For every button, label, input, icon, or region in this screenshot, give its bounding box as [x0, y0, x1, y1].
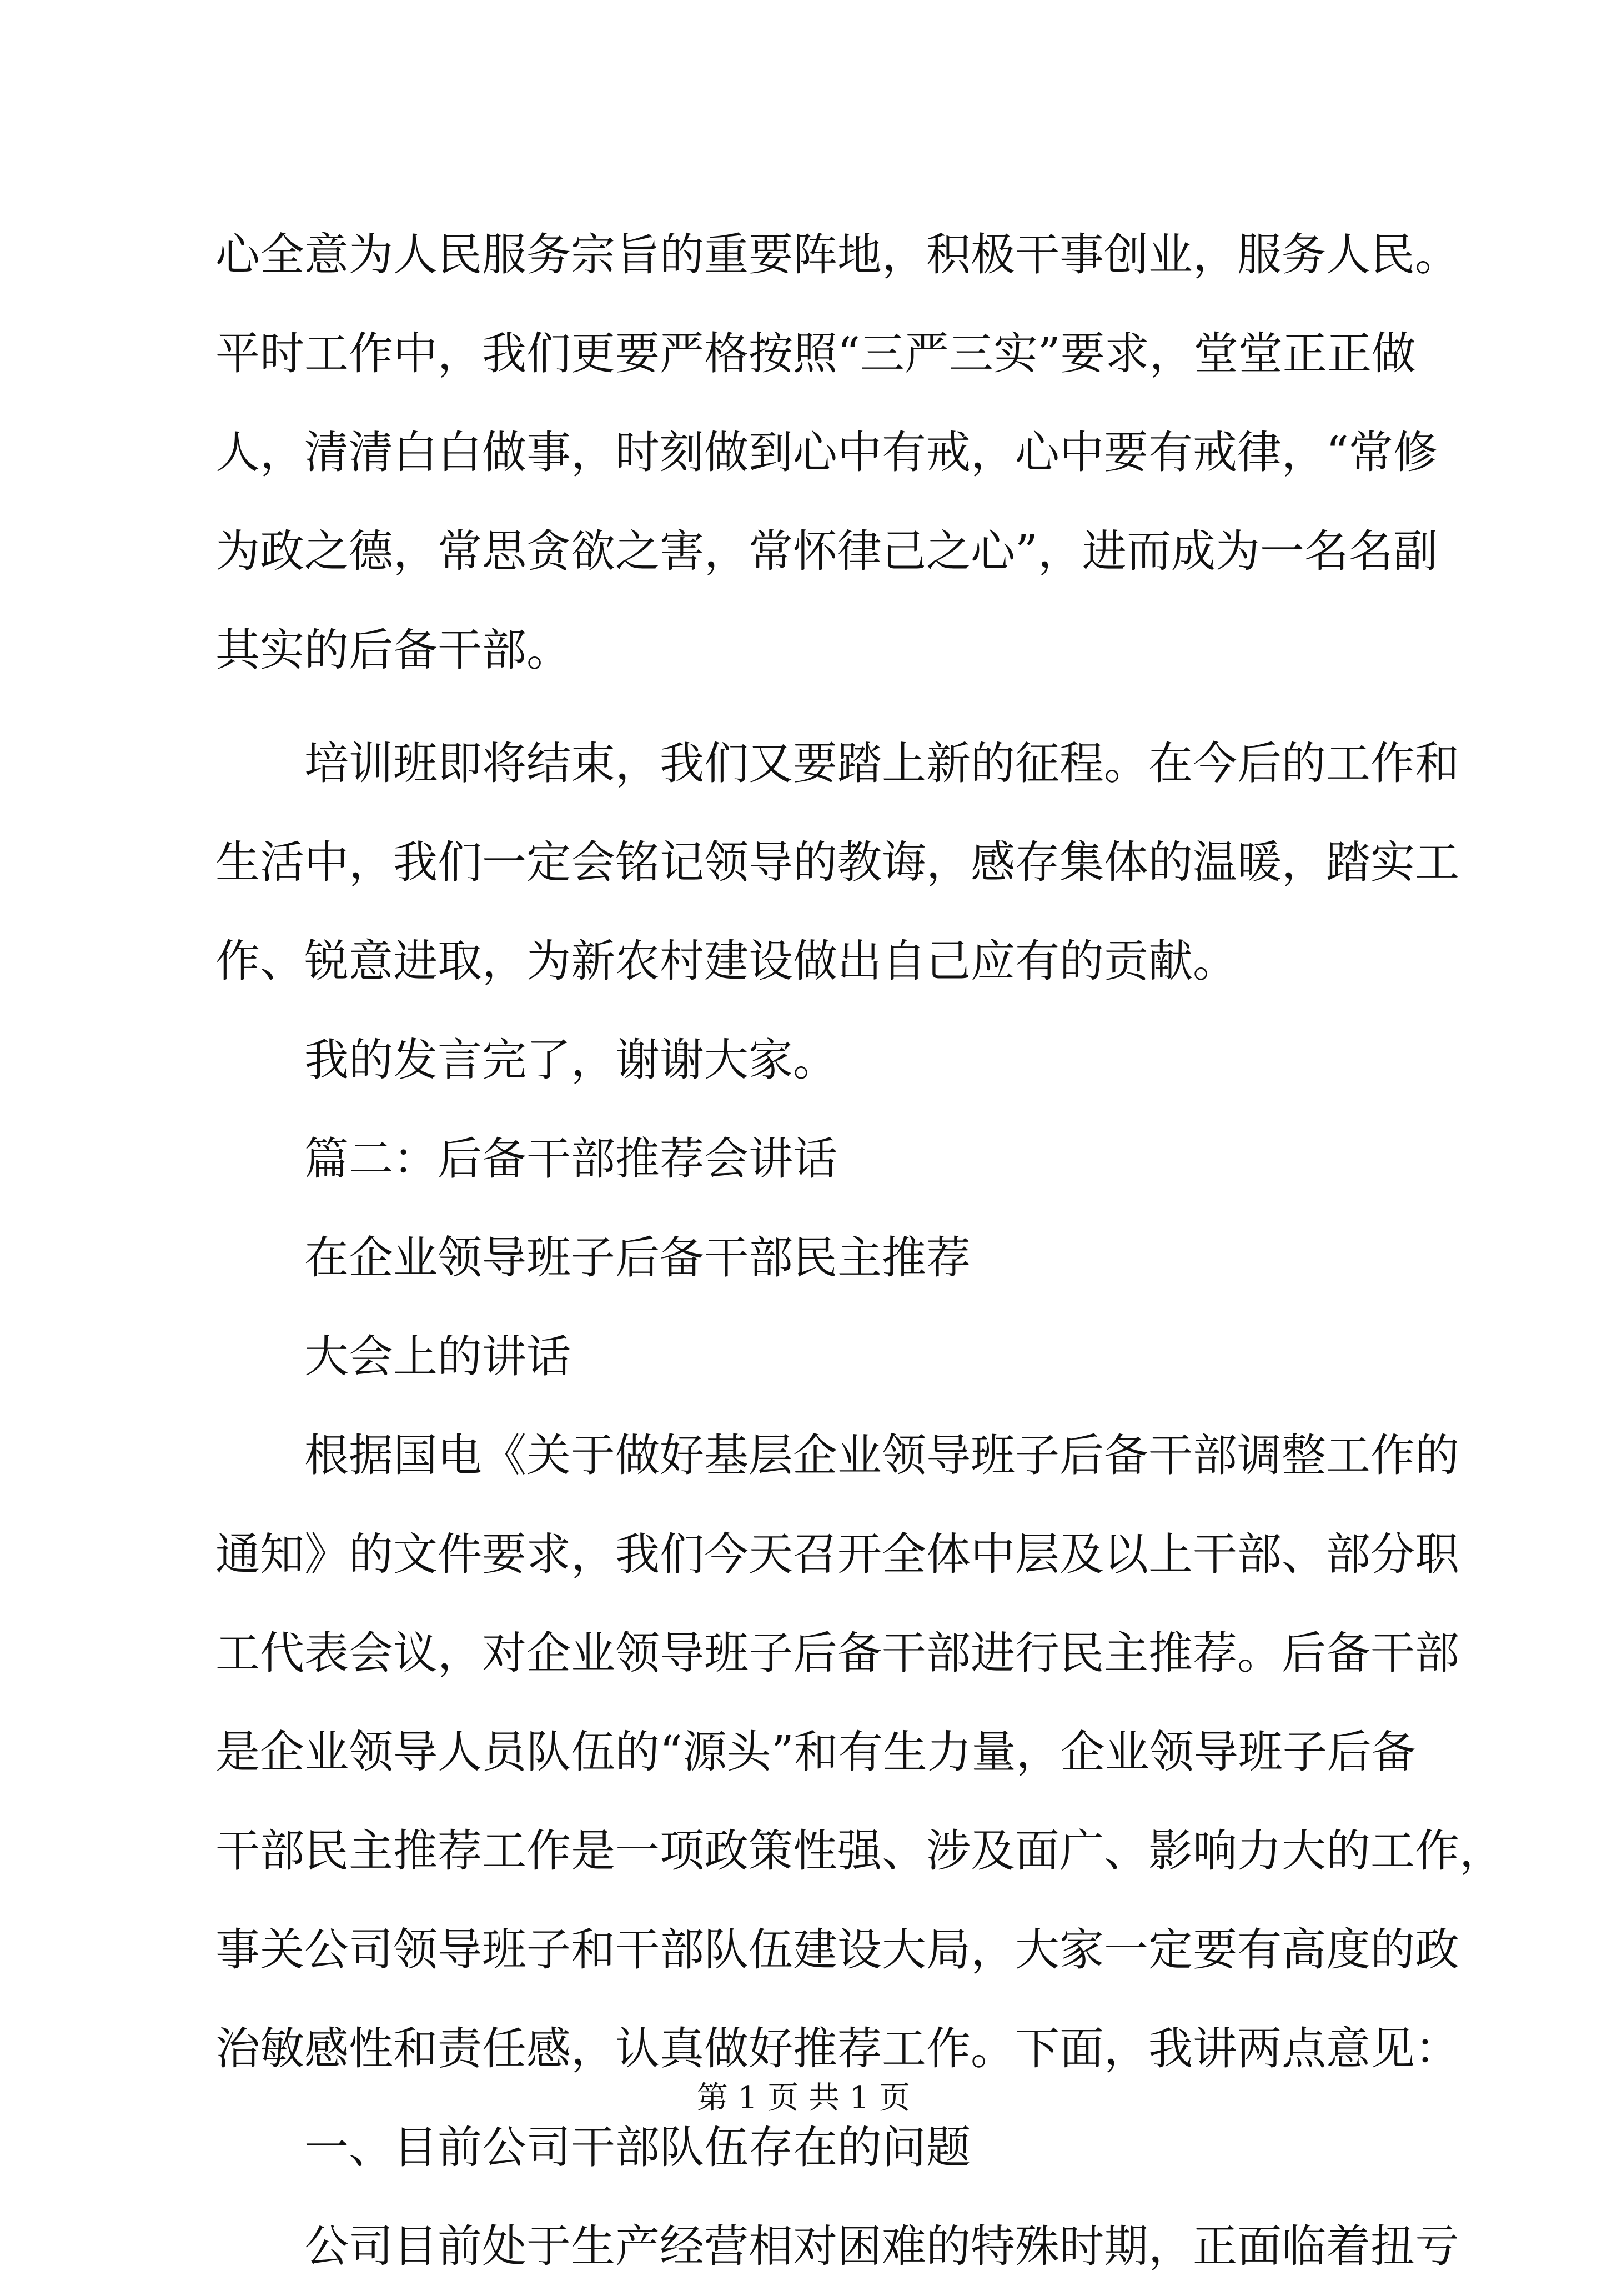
text-line: 作、锐意进取，为新农村建设做出自己应有的贡献。 — [215, 935, 1237, 987]
speech-title-line: 在企业领导班子后备干部民主推荐 — [304, 1232, 971, 1284]
text-line: 其实的后备干部。 — [215, 624, 571, 676]
text-line: 心全意为人民服务宗旨的重要阵地，积极干事创业，服务人民。 — [215, 229, 1459, 280]
text-line: 事关公司领导班子和干部队伍建设大局，大家一定要有高度的政 — [215, 1924, 1459, 1976]
text-line: 为政之德，常思贪欲之害，常怀律己之心”，进而成为一名名副 — [215, 525, 1438, 577]
text-line: 治敏感性和责任感，认真做好推荐工作。下面，我讲两点意见： — [215, 2023, 1459, 2074]
subsection-heading: 一、目前公司干部队伍存在的问题 — [304, 2122, 971, 2173]
text-line: 人，清清白白做事，时刻做到心中有戒，心中要有戒律，“常修 — [215, 427, 1438, 478]
text-line: 平时工作中，我们更要严格按照“三严三实”要求，堂堂正正做 — [215, 328, 1416, 379]
speech-title-line: 大会上的讲话 — [304, 1331, 571, 1382]
text-line: 生活中，我们一定会铭记领导的教诲，感存集体的温暖，踏实工 — [215, 836, 1459, 888]
text-line: 干部民主推荐工作是一项政策性强、涉及面广、影响力大的工作， — [215, 1825, 1504, 1877]
text-line: 通知》的文件要求，我们今天召开全体中层及以上干部、部分职 — [215, 1528, 1459, 1580]
closing-remark: 我的发言完了，谢谢大家。 — [304, 1034, 837, 1086]
paragraph-first-line: 培训班即将结束，我们又要踏上新的征程。在今后的工作和 — [304, 738, 1459, 789]
page-number: 第 1 页 共 1 页 — [696, 2080, 911, 2116]
text-line: 是企业领导人员队伍的“源头”和有生力量，企业领导班子后备 — [215, 1726, 1416, 1778]
section-heading: 篇二：后备干部推荐会讲话 — [304, 1133, 837, 1185]
paragraph-first-line: 根据国电《关于做好基层企业领导班子后备干部调整工作的 — [304, 1430, 1459, 1481]
paragraph-first-line: 公司目前处于生产经营相对困难的特殊时期，正面临着扭亏 — [304, 2220, 1459, 2272]
text-line: 工代表会议，对企业领导班子后备干部进行民主推荐。后备干部 — [215, 1627, 1459, 1679]
document-body — [215, 205, 1504, 2296]
